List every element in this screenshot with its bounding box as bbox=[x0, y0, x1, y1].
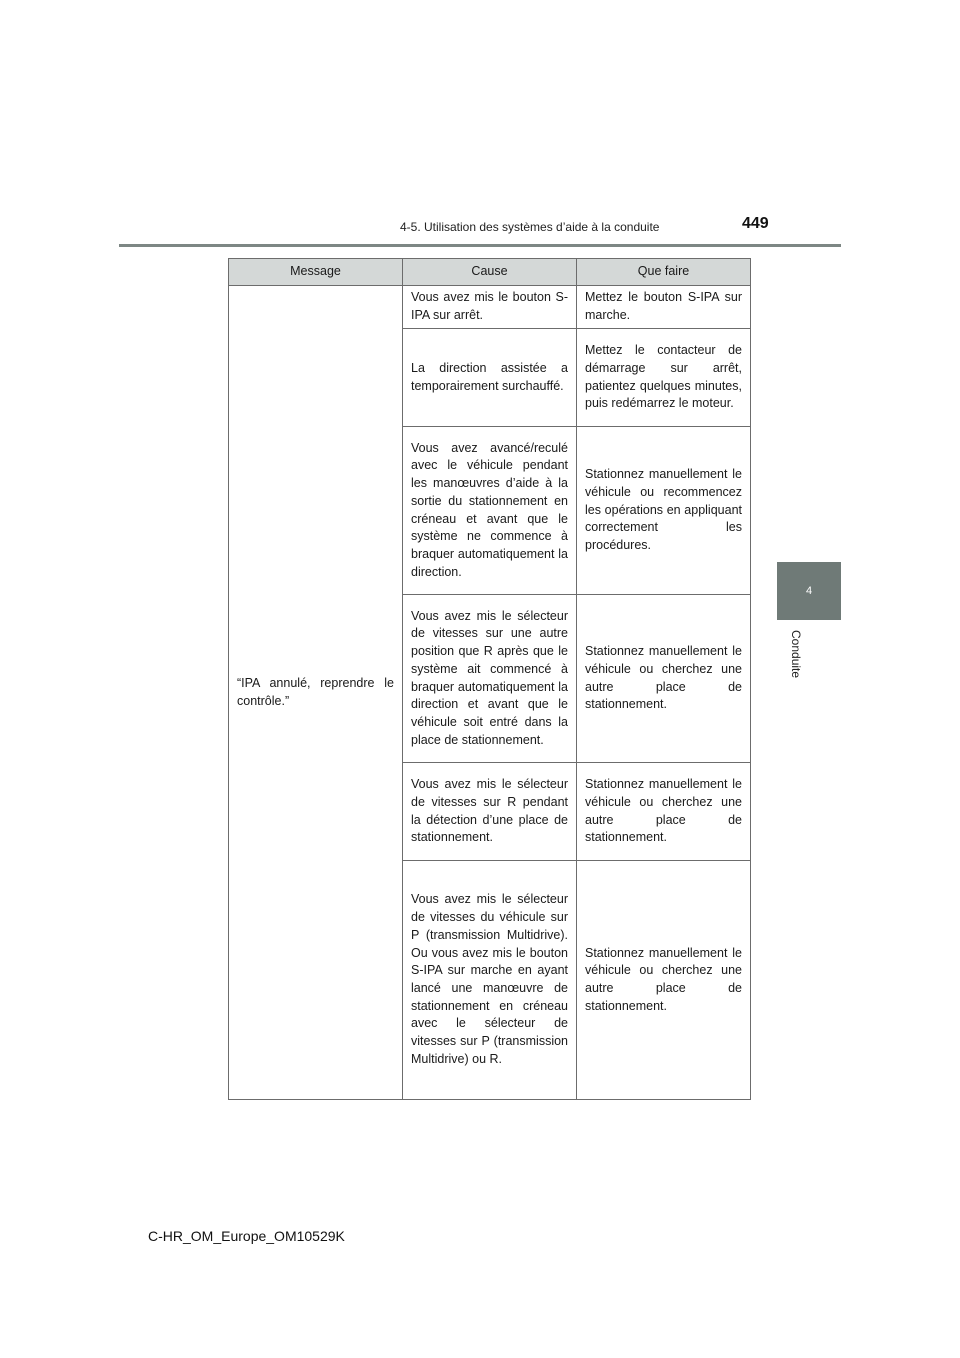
chapter-number: 4 bbox=[805, 585, 813, 597]
action-cell: Mettez le contacteur de démarrage sur arrêt, patientez quelques minutes, puis redémarrez le moteur. bbox=[577, 329, 751, 427]
action-cell: Stationnez manuellement le véhicule ou recommencez les opérations en appliquant correctement les procédures. bbox=[577, 427, 751, 595]
chapter-tab[interactable] bbox=[777, 562, 841, 620]
action-cell: Mettez le bouton S-IPA sur marche. bbox=[577, 286, 751, 329]
message-cell: “IPA annulé, reprendre le contrôle.” bbox=[229, 286, 403, 1100]
cause-cell: Vous avez avancé/reculé avec le véhicule pendant les manœuvres d’aide à la sortie du stationnement en créneau et avant que le système ne commence à braquer automatiquement la direction. bbox=[403, 427, 577, 595]
cause-cell: La direction assistée a temporairement surchauffé. bbox=[403, 329, 577, 427]
cause-cell: Vous avez mis le sélecteur de vitesses du véhicule sur P (transmission Multidrive). Ou vous avez mis le bouton S-IPA sur marche en ayant lancé une manœuvre de stationnement en créneau avec le sélecteur de vitesses sur P (transmission Multidrive) ou R. bbox=[403, 861, 577, 1100]
table-header-row bbox=[229, 259, 751, 286]
column-header-cause: Cause bbox=[403, 259, 577, 286]
cause-cell: Vous avez mis le sélecteur de vitesses sur R pendant la détection d’une place de stationnement. bbox=[403, 763, 577, 861]
table-row bbox=[229, 286, 751, 329]
section-title: 4-5. Utilisation des systèmes d’aide à la conduite bbox=[400, 220, 660, 234]
chapter-label: Conduite bbox=[789, 630, 803, 679]
document-id: C-HR_OM_Europe_OM10529K bbox=[148, 1228, 345, 1244]
column-header-action: Que faire bbox=[577, 259, 751, 286]
action-cell: Stationnez manuellement le véhicule ou cherchez une autre place de stationnement. bbox=[577, 595, 751, 763]
action-cell: Stationnez manuellement le véhicule ou cherchez une autre place de stationnement. bbox=[577, 861, 751, 1100]
page-number: 449 bbox=[742, 215, 769, 232]
cause-cell: Vous avez mis le bouton S-IPA sur arrêt. bbox=[403, 286, 577, 329]
action-cell: Stationnez manuellement le véhicule ou cherchez une autre place de stationnement. bbox=[577, 763, 751, 861]
column-header-message: Message bbox=[229, 259, 403, 286]
message-table bbox=[228, 258, 751, 1100]
header-rule bbox=[119, 244, 841, 247]
cause-cell: Vous avez mis le sélecteur de vitesses sur une autre position que R après que le système ait commencé à braquer automatiquement la direction et avant que le véhicule soit entré dans la place de stationnement. bbox=[403, 595, 577, 763]
